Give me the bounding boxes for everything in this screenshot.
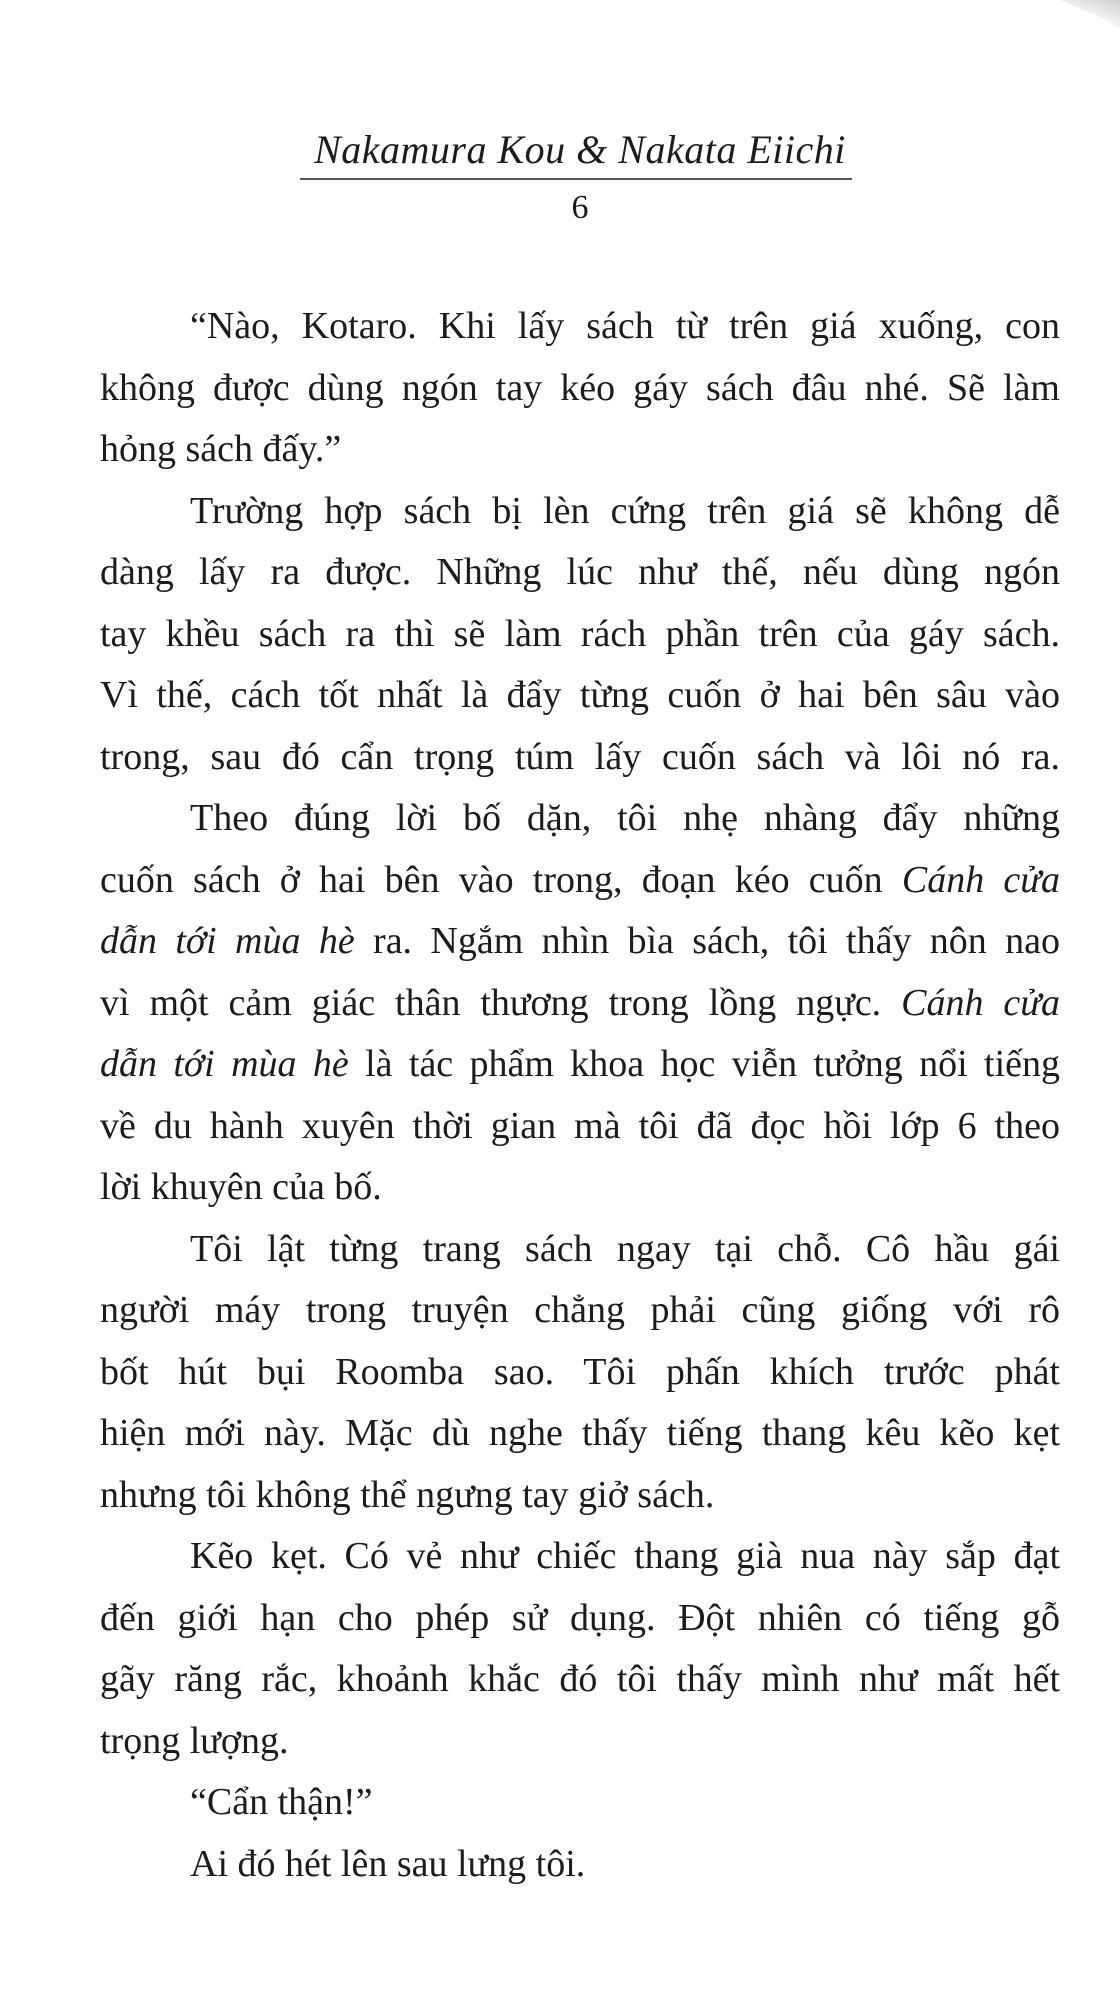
text-line	[100, 1772, 1060, 1834]
text-line	[100, 1465, 1060, 1527]
text-line	[100, 1649, 1060, 1711]
text-line	[100, 1280, 1060, 1342]
text-line	[100, 850, 1060, 912]
text-line	[100, 1711, 1060, 1773]
line-text: Ai đó hét lên sau lưng tôi.	[190, 1842, 586, 1885]
header-rule	[300, 178, 852, 180]
text-line	[100, 911, 1060, 973]
text-line	[100, 542, 1060, 604]
text-line	[100, 1096, 1060, 1158]
line-text: Kẽo kẹt. Có vẻ như chiếc thang già nua này sắp đạt	[190, 1535, 1060, 1577]
text-line	[100, 296, 1060, 358]
text-line	[100, 358, 1060, 420]
text-line	[100, 1403, 1060, 1465]
line-text: Tôi lật từng trang sách ngay tại chỗ. Cô hầu gái	[190, 1227, 1060, 1270]
line-text: vì một cảm giác thân thương trong lồng ngực.	[100, 981, 902, 1024]
text-line	[100, 1834, 1060, 1896]
text-line	[100, 481, 1060, 543]
line-text: “Nào, Kotaro. Khi lấy sách từ trên giá xuống, con	[190, 305, 1060, 347]
line-text: bốt hút bụi Roomba sao. Tôi phấn khích trước phát	[100, 1350, 1060, 1393]
text-line	[100, 1157, 1060, 1219]
line-text: tay khều sách ra thì sẽ làm rách phần trên của gáy sách.	[100, 612, 1060, 655]
line-text: là tác phẩm khoa học viễn tưởng nổi tiếng	[348, 1043, 1060, 1085]
line-text: trọng lượng.	[100, 1719, 289, 1762]
running-head: Nakamura Kou & Nakata Eiichi	[314, 127, 846, 172]
line-text: dàng lấy ra được. Những lúc như thế, nếu dùng ngón	[100, 551, 1060, 593]
text-line	[100, 1034, 1060, 1096]
text-line	[100, 419, 1060, 481]
italic-title-text: Cánh cửa	[901, 981, 1061, 1024]
text-line	[100, 788, 1060, 850]
line-text: Trường hợp sách bị lèn cứng trên giá sẽ không dễ	[190, 489, 1060, 532]
line-text: hiện mới này. Mặc dù nghe thấy tiếng thang kêu kẽo kẹt	[100, 1412, 1060, 1454]
italic-title-text: Cánh cửa	[901, 858, 1061, 901]
line-text: hỏng sách đấy.”	[100, 428, 342, 470]
page-number: 6	[571, 189, 589, 226]
line-text: nhưng tôi không thể ngưng tay giở sách.	[100, 1473, 715, 1516]
italic-title-text: dẫn tới mùa hè	[100, 1043, 349, 1085]
text-line	[100, 665, 1060, 727]
line-text: trong, sau đó cẩn trọng túm lấy cuốn sách và lôi nó ra.	[100, 735, 1060, 778]
text-line	[100, 1219, 1060, 1281]
page-corner-shadow	[1060, 0, 1120, 28]
body-text	[100, 296, 1060, 1895]
line-text: “Cẩn thận!”	[190, 1781, 373, 1823]
text-line	[100, 1342, 1060, 1404]
text-line	[100, 973, 1060, 1035]
line-text: về du hành xuyên thời gian mà tôi đã đọc hồi lớp 6 theo	[100, 1104, 1060, 1147]
line-text: lời khuyên của bố.	[100, 1166, 382, 1208]
text-line	[100, 1526, 1060, 1588]
line-text: không được dùng ngón tay kéo gáy sách đâu nhé. Sẽ làm	[100, 366, 1060, 409]
text-line	[100, 1588, 1060, 1650]
line-text: Vì thế, cách tốt nhất là đẩy từng cuốn ở hai bên sâu vào	[100, 674, 1060, 716]
line-text: Theo đúng lời bố dặn, tôi nhẹ nhàng đẩy những	[190, 797, 1060, 839]
line-text: cuốn sách ở hai bên vào trong, đoạn kéo cuốn	[100, 858, 902, 901]
line-text: đến giới hạn cho phép sử dụng. Đột nhiên có tiếng gỗ	[100, 1596, 1060, 1639]
text-line	[100, 727, 1060, 789]
line-text: gãy răng rắc, khoảnh khắc đó tôi thấy mình như mất hết	[100, 1658, 1060, 1700]
line-text: người máy trong truyện chẳng phải cũng giống với rô	[100, 1289, 1060, 1331]
italic-title-text: dẫn tới mùa hè	[100, 920, 355, 962]
line-text: ra. Ngắm nhìn bìa sách, tôi thấy nôn nao	[354, 920, 1060, 962]
text-line	[100, 604, 1060, 666]
